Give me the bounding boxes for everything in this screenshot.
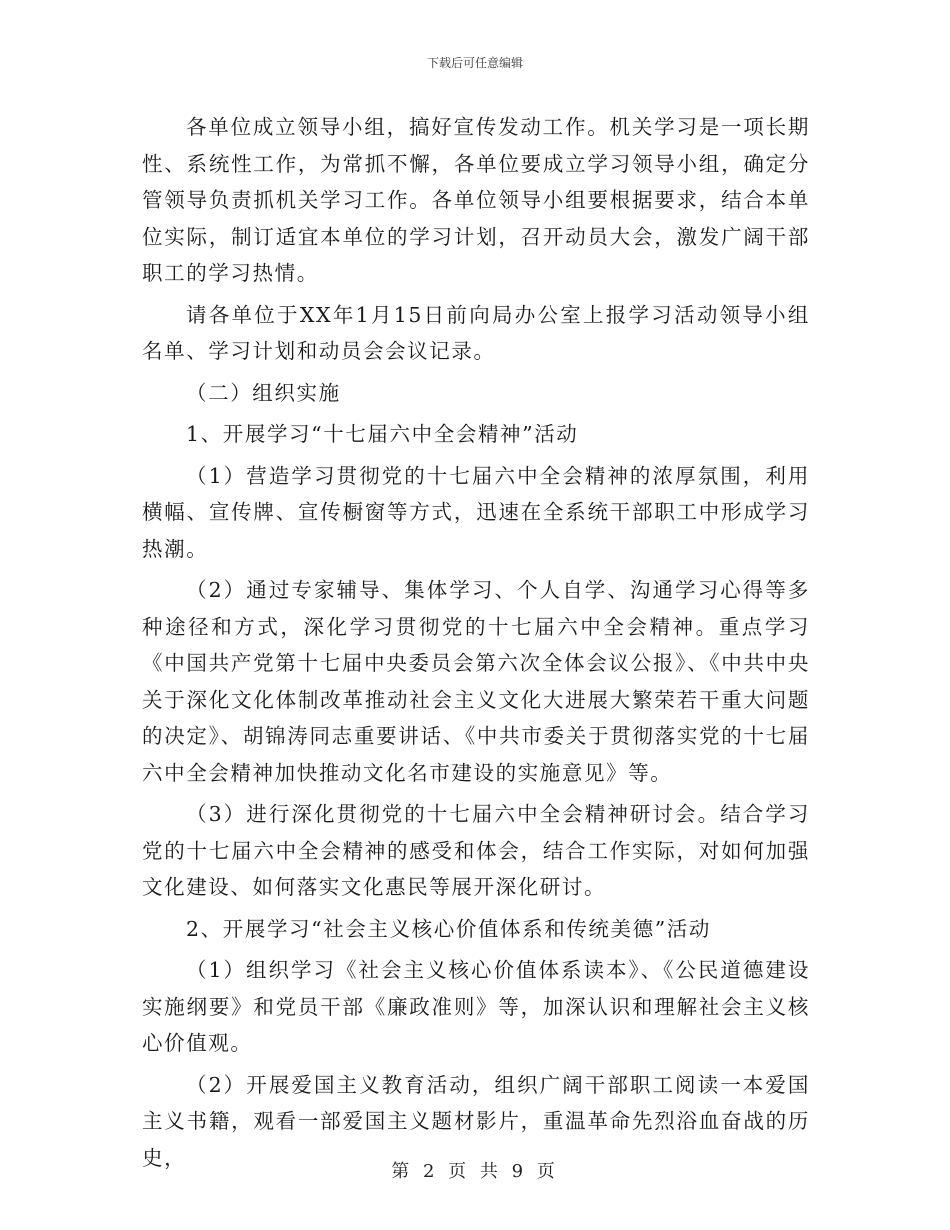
subsection-heading-1: 1、开展学习“十七届六中全会精神”活动 (186, 422, 579, 446)
page-number: 第 2 页 共 9 页 (391, 1161, 559, 1182)
page-header-note: 下载后可任意编辑 (426, 56, 523, 70)
subsection-heading-2: 2、开展学习“社会主义核心价值体系和传统美德”活动 (186, 916, 712, 941)
paragraph-item-2-2: （2）开展爱国主义教育活动，组织广阔干部职工阅读一本爱国主义书籍，观看一部爱国主义题材影片，重温革命先烈浴血奋战的历史， (142, 1072, 810, 1170)
section-heading-implementation: （二）组织实施 (186, 380, 341, 405)
paragraph-item-1-1: （1）营造学习贯彻党的十七届六中全会精神的浓厚氛围，利用横幅、宣传牌、宣传橱窗等方式，迅速在全系统干部职工中形成学习热潮。 (142, 463, 810, 561)
paragraph-item-2-1: （1）组织学习《社会主义核心价值体系读本》、《公民道德建设实施纲要》和党员干部《廉政准则》等，加深认识和理解社会主义核心价值观。 (142, 958, 810, 1055)
paragraph-item-1-3: （3）进行深化贯彻党的十七届六中全会精神研讨会。结合学习党的十七届六中全会精神的感受和体会，结合工作实际，对如何加强文化建设、如何落实文化惠民等展开深化研讨。 (142, 802, 810, 899)
document-body (142, 109, 810, 1176)
paragraph-item-1-2: （2）通过专家辅导、集体学习、个人自学、沟通学习心得等多种途径和方式，深化学习贯彻党的十七届六中全会精神。重点学习《中国共产党第十七届中央委员会第六次全体会议公报》、《中共中央关于深化文化体制改革推动社会主义文化大进展大繁荣若干重大问题的决定》、胡锦涛同志重要讲话、《中共市委关于贯彻落实党的十七届六中全会精神加快推动文化名市建设的实施意见》等。 (142, 578, 810, 785)
paragraph-leadership-group: 各单位成立领导小组，搞好宣传发动工作。机关学习是一项长期性、系统性工作，为常抓不懈，各单位要成立学习领导小组，确定分管领导负责抓机关学习工作。各单位领导小组要根据要求，结合本单位实际，制订适宜本单位的学习计划，召开动员大会，激发广阔干部职工的学习热情。 (142, 115, 810, 285)
paragraph-report-deadline: 请各单位于XX年1月15日前向局办公室上报学习活动领导小组名单、学习计划和动员会会议记录。 (142, 302, 810, 363)
